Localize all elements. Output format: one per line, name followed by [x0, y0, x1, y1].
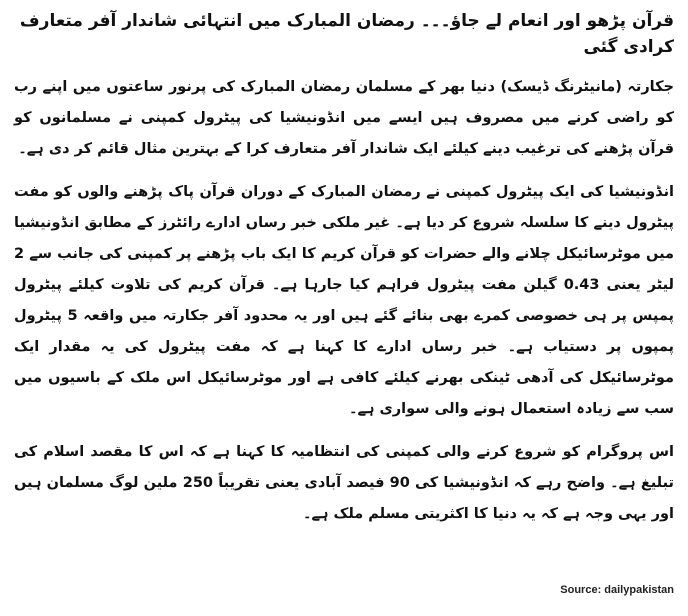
- article-title: قرآن پڑھو اور انعام لے جاؤ۔۔۔ رمضان المبارک میں انتہائی شاندار آفر متعارف کرادی گئی: [19, 11, 674, 57]
- article-paragraph-1: جکارتہ (مانیٹرنگ ڈیسک) دنیا بھر کے مسلمان رمضان المبارک کی پرنور ساعتوں میں اپنے رب کو راضی کرنے میں مصروف ہیں ایسے میں انڈونیشیا کی پیٹرول کمپنی نے مسلمانوں کو قرآن پڑھنے کی ترغیب دینے کیلئے ایک شاندار آفر متعارف کرا کے بہترین مثال قائم کر دی ہے۔: [14, 79, 674, 157]
- article-source: Source: dailypakistan: [560, 584, 674, 596]
- article-paragraph-2: انڈونیشیا کی ایک پیٹرول کمپنی نے رمضان المبارک کے دوران قرآن پاک پڑھنے والوں کو مفت پیٹرول دینے کا سلسلہ شروع کر دیا ہے۔ غیر ملکی خبر رساں ادارے رائٹرز کے مطابق انڈونیشیا میں موٹرسائیکل چلانے والے حضرات کو قرآن کریم کا ایک باب پڑھنے پر کمپنی کی جانب سے 2 لیٹر یعنی 0.43 گیلن مفت پیٹرول فراہم کیا جارہا ہے۔ قرآن کریم کی تلاوت کیلئے پیٹرول پمپس پر ہی خصوصی کمرے بھی بنائے گئے ہیں اور یہ محدود آفر جکارتہ میں واقعہ 5 پیٹرول پمپوں پر دستیاب ہے۔ خبر رساں ادارے کا کہنا ہے کہ مفت پیٹرول کی یہ مقدار ایک موٹرسائیکل کی آدھی ٹینکی بھرنے کیلئے کافی ہے اور موٹرسائیکل اس ملک کے باسیوں میں سب سے زیادہ استعمال ہونے والی سواری ہے۔: [14, 184, 674, 417]
- article-paragraph-3: اس پروگرام کو شروع کرنے والی کمپنی کی انتظامیہ کا کہنا ہے کہ اس کا مقصد اسلام کی تبلیغ ہے۔ واضح رہے کہ انڈونیشیا کی 90 فیصد آبادی یعنی تقریباً 250 ملین لوگ مسلمان ہیں اور یہی وجہ ہے کہ یہ دنیا کا اکثریتی مسلم ملک ہے۔: [14, 444, 674, 522]
